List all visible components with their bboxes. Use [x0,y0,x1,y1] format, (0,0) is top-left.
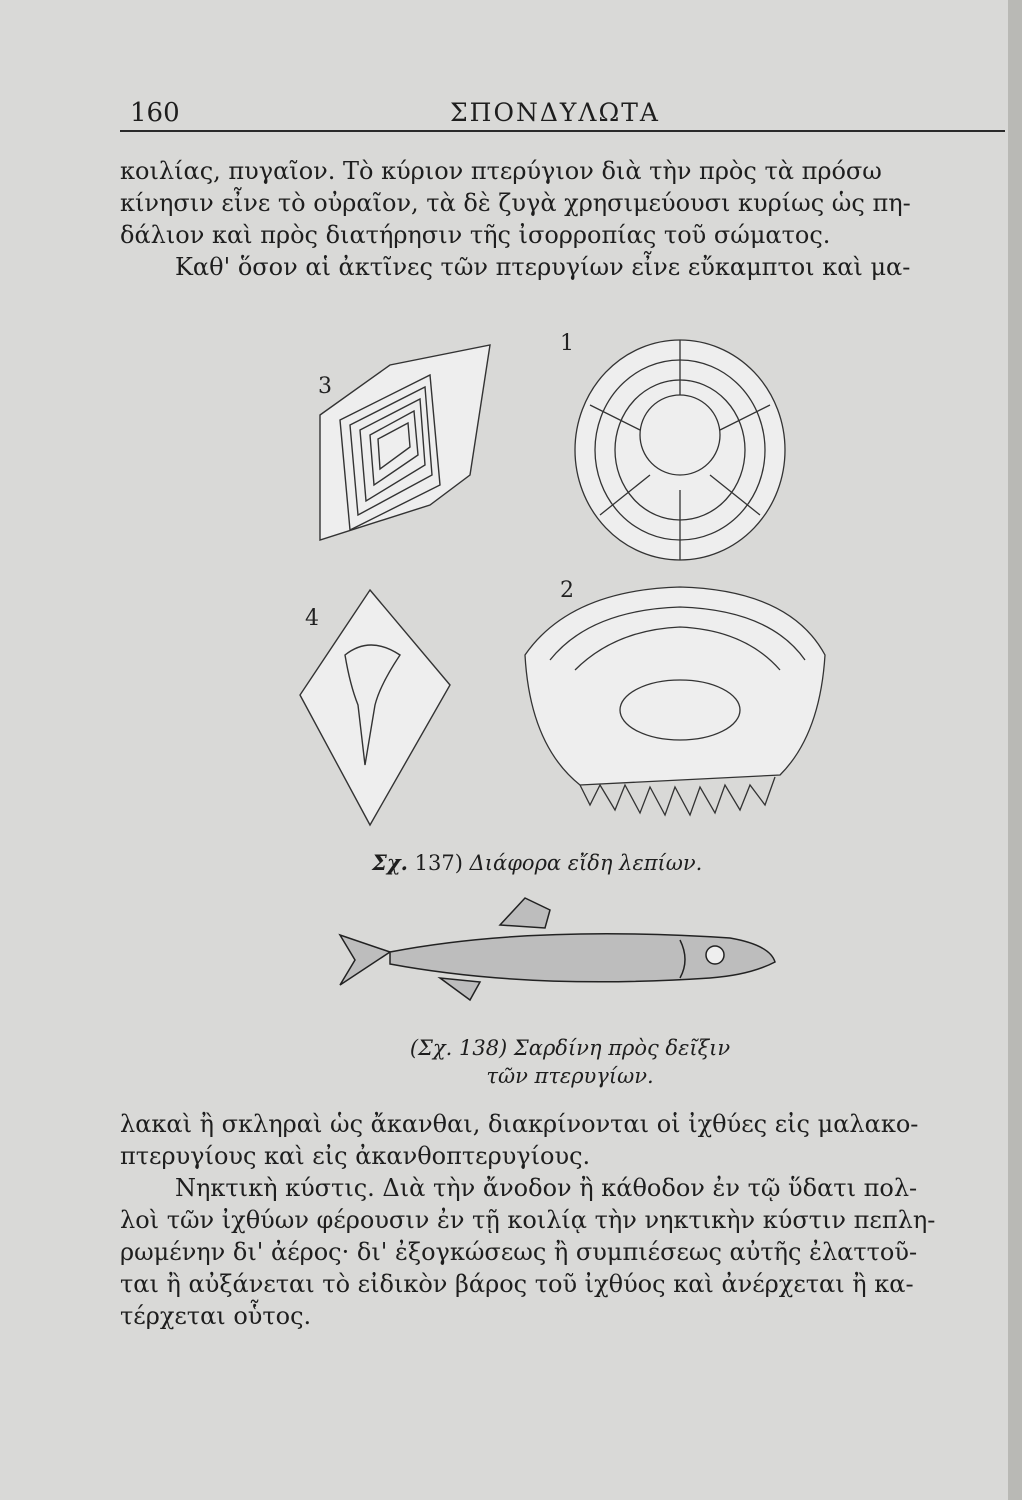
scale-1-drawing [575,340,785,560]
sardine-illustration [330,890,790,1010]
text-line: λακαὶ ἢ σκληραὶ ὡς ἄκανθαι, διακρίνονται οἱ ἰχθύες εἰς μαλακο- [120,1110,919,1138]
text-line: κοιλίας, πυγαῖον. Τὸ κύριον πτερύγιον διὰ τὴν πρὸς τὰ πρόσω [120,157,882,185]
scales-figure [280,325,830,845]
scales-illustration [280,325,830,845]
fig-label-4: 4 [305,606,319,631]
text-line: ται ἢ αὐξάνεται τὸ εἰδικὸν βάρος τοῦ ἰχθύος καὶ ἀνέρχεται ἢ κα- [120,1270,914,1298]
paragraph-bottom [120,1108,1010,1332]
header-rule [120,130,1005,132]
caption-text: Διάφορα εἴδη λεπίων. [469,851,703,875]
running-head: ΣΠΟΝΔΥΛΩΤΑ [450,98,660,127]
text-line: τέρχεται οὗτος. [120,1302,312,1330]
text-line: κίνησιν εἶνε τὸ οὐραῖον, τὰ δὲ ζυγὰ χρησιμεύουσι κυρίως ὡς πη- [120,189,911,217]
text-line: Καθ' ὅσον αἱ ἀκτῖνες τῶν πτερυγίων εἶνε εὔκαμπτοι καὶ μα- [175,253,911,281]
fig-label-2: 2 [560,578,574,603]
text-line: Νηκτικὴ κύστις. Διὰ τὴν ἄνοδον ἢ κάθοδον ἐν τῷ ὕδατι πολ- [175,1174,918,1202]
caption-line: (Σχ. 138) Σαρδίνη πρὸς δεῖξιν [409,1036,731,1060]
caption-number: 137) [414,851,463,875]
fig-label-3: 3 [318,374,332,399]
caption-line: τῶν πτερυγίων. [486,1064,654,1088]
fig-label-1: 1 [560,331,574,356]
text-line: ρωμένην δι' ἀέρος· δι' ἐξογκώσεως ἢ συμπιέσεως αὐτῆς ἐλαττοῦ- [120,1238,918,1266]
paragraph-top [120,155,1010,283]
caption-prefix: Σχ. [372,850,408,875]
figure-137-caption [372,850,702,875]
text-line: πτερυγίους καὶ εἰς ἀκανθοπτερυγίους. [120,1142,591,1170]
page-edge [1008,0,1022,1500]
scale-4-drawing [300,590,450,825]
scale-2-drawing [525,587,825,815]
text-line: δάλιον καὶ πρὸς διατήρησιν τῆς ἰσορροπίας τοῦ σώματος. [120,221,831,249]
figure-138-caption [360,1036,780,1092]
page-number: 160 [130,98,180,128]
text-line: λοὶ τῶν ἰχθύων φέρουσιν ἐν τῇ κοιλίᾳ τὴν νηκτικὴν κύστιν πεπλη- [120,1206,936,1234]
scale-3-drawing [320,345,490,540]
page-header [100,92,1005,132]
